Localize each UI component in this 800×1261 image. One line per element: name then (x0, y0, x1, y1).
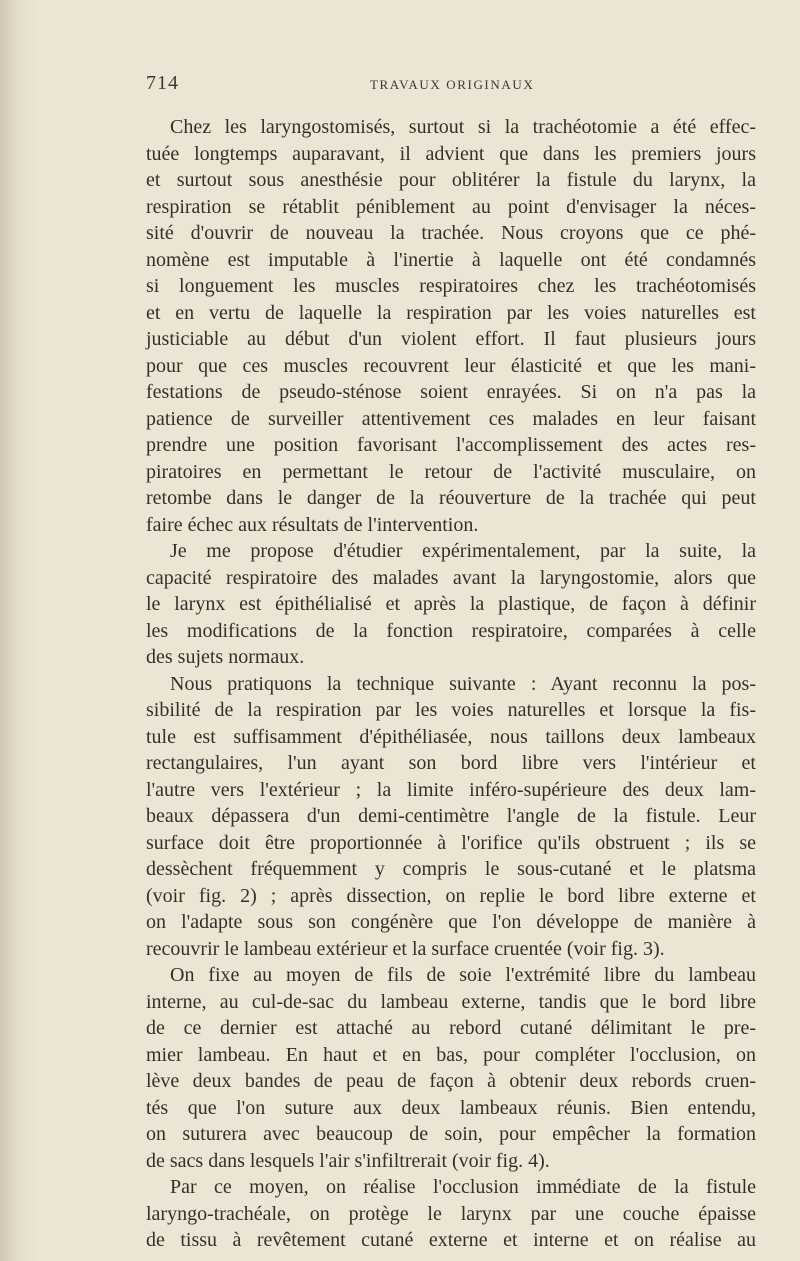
text-line: capacité respiratoire des malades avant la laryngostomie, alors que (146, 566, 756, 589)
paragraph (146, 671, 756, 963)
text-line: retombe dans le danger de la réouverture de la trachée qui peut (146, 487, 756, 509)
text-line: interne, au cul-de-sac du lambeau externe, tandis que le bord libre (146, 990, 756, 1013)
text-line: pour que ces muscles recouvrent leur élasticité et que les mani- (146, 354, 756, 377)
body-text (146, 114, 756, 1254)
text-line: et en vertu de laquelle la respiration par les voies naturelles est (146, 301, 756, 324)
text-line: respiration se rétablit péniblement au point d'envisager la néces- (146, 195, 756, 218)
text-line: Je me propose d'étudier expérimentalement, par la suite, la (170, 540, 756, 562)
text-line: Chez les laryngostomisés, surtout si la trachéotomie a été effec- (170, 116, 756, 138)
text-line: on suturera avec beaucoup de soin, pour empêcher la formation (146, 1123, 756, 1145)
text-line: de ce dernier est attaché au rebord cutané délimitant le pre- (146, 1017, 756, 1039)
text-line: sité d'ouvrir de nouveau la trachée. Nous croyons que ce phé- (146, 222, 756, 244)
text-line: tés que l'on suture aux deux lambeaux réunis. Bien entendu, (146, 1096, 756, 1119)
text-line: et surtout sous anesthésie pour oblitérer la fistule du larynx, la (146, 169, 756, 191)
text-line: si longuement les muscles respiratoires chez les trachéotomisés (146, 275, 756, 297)
text-line: de sacs dans lesquels l'air s'infiltrerait (voir fig. 4). (146, 1149, 550, 1172)
text-line: festations de pseudo-sténose soient enrayées. Si on n'a pas la (146, 381, 756, 403)
text-line: mier lambeau. En haut et en bas, pour compléter l'occlusion, on (146, 1043, 756, 1066)
text-line: Nous pratiquons la technique suivante : Ayant reconnu la pos- (170, 672, 756, 695)
text-line: tuée longtemps auparavant, il advient que dans les premiers jours (146, 142, 756, 165)
text-line: Par ce moyen, on réalise l'occlusion immédiate de la fistule (170, 1176, 756, 1198)
text-line: (voir fig. 2) ; après dissection, on replie le bord libre externe et (146, 884, 756, 907)
text-line: recouvrir le lambeau extérieur et la surface cruentée (voir fig. 3). (146, 937, 665, 960)
paragraph (146, 114, 756, 538)
page-number: 714 (146, 72, 179, 94)
text-line: On fixe au moyen de fils de soie l'extrémité libre du lambeau (170, 964, 756, 986)
paragraph (146, 1174, 756, 1254)
text-line: l'autre vers l'extérieur ; la limite inféro-supérieure des deux lam- (146, 778, 756, 801)
text-line: piratoires en permettant le retour de l'activité musculaire, on (146, 460, 756, 483)
text-line: lève deux bandes de peau de façon à obtenir deux rebords cruen- (146, 1070, 756, 1092)
text-line: surface doit être proportionnée à l'orifice qu'ils obstruent ; ils se (146, 831, 756, 854)
text-line: faire échec aux résultats de l'intervention. (146, 513, 479, 536)
text-line: tule est suffisamment d'épithéliasée, nous taillons deux lambeaux (146, 725, 756, 748)
text-line: patience de surveiller attentivement ces malades en leur faisant (146, 407, 756, 430)
page-header (146, 72, 756, 96)
text-line: sibilité de la respiration par les voies naturelles et lorsque la fis- (146, 699, 756, 721)
text-line: on l'adapte sous son congénère que l'on développe de manière à (146, 911, 756, 933)
text-line: de tissu à revêtement cutané externe et interne et on réalise au (146, 1229, 756, 1251)
text-line: prendre une position favorisant l'accomplissement des actes res- (146, 434, 756, 456)
text-line: le larynx est épithélialisé et après la plastique, de façon à définir (146, 593, 756, 615)
text-line: laryngo-trachéale, on protège le larynx par une couche épaisse (146, 1202, 756, 1225)
text-line: les modifications de la fonction respiratoire, comparées à celle (146, 619, 756, 642)
text-line: nomène est imputable à l'inertie à laquelle ont été condamnés (146, 248, 756, 271)
paragraph (146, 538, 756, 671)
text-line: dessèchent fréquemment y compris le sous-cutané et le platsma (146, 858, 756, 880)
running-title: TRAVAUX ORIGINAUX (370, 77, 535, 92)
text-line: beaux dépassera d'un demi-centimètre l'angle de la fistule. Leur (146, 805, 756, 827)
text-line: des sujets normaux. (146, 646, 305, 668)
text-line: justiciable au début d'un violent effort. Il faut plusieurs jours (146, 328, 756, 350)
text-line: rectangulaires, l'un ayant son bord libre vers l'intérieur et (146, 752, 756, 774)
paragraph (146, 962, 756, 1174)
